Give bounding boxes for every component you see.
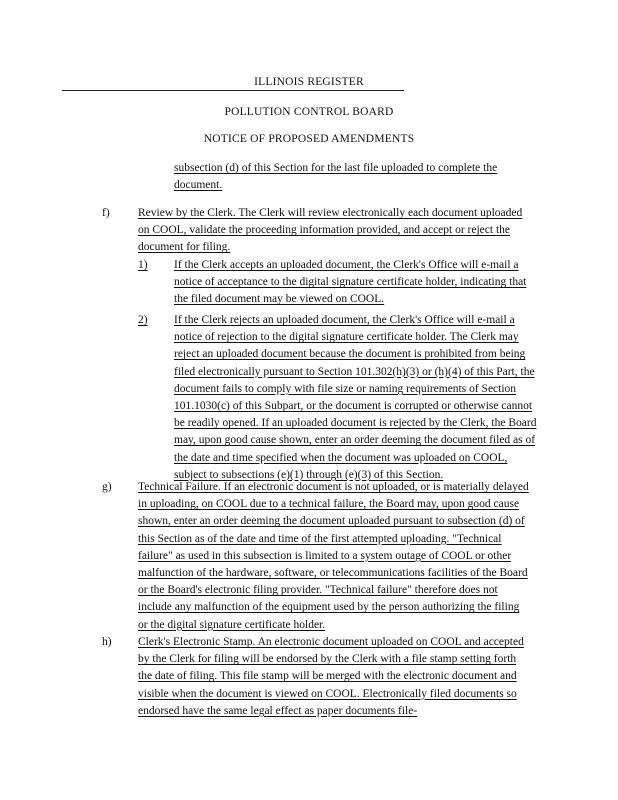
section-f1-label: 1) <box>138 259 148 271</box>
section-f-label: f) <box>102 207 110 219</box>
section-h-label: h) <box>102 636 112 648</box>
board-title: POLLUTION CONTROL BOARD <box>224 106 394 118</box>
section-f1-text: If the Clerk accepts an uploaded document, the Clerk's Office will e-mail a notice of acceptance to the digital signature certificate holder, indicating that the filed document may be viewed on COOL. <box>174 259 527 306</box>
section-h-text: Clerk's Electronic Stamp. An electronic document uploaded on COOL and accepted by the Clerk for filing will be endorsed by the Clerk with a file stamp setting forth the date of filing. This file stamp will be merged with the electronic document and visible when the document is viewed on COOL. Electronically filed documents so endorsed have the same legal effect as paper documents file- <box>138 636 524 717</box>
header-rule <box>62 90 404 91</box>
section-f2-text: If the Clerk rejects an uploaded document, the Clerk's Office will e-mail a notice of rejection to the digital signature certificate holder. The Clerk may reject an uploaded document because the document is prohibited from being filed electronically pursuant to Section 101.302(h)(3) or (h)(4) of this Part, the document fails to comply with file size or naming requirements of Section 101.1030(c) of this Subpart, or the document is corrupted or otherwise cannot be readily opened. If an uploaded document is rejected by the Clerk, the Board may, upon good cause shown, enter an order deeming the document filed as of the date and time specified when the document was uploaded on COOL, subject to subsections (e)(1) through (e)(3) of this Section. <box>174 314 537 481</box>
continuation-text: subsection (d) of this Section for the last file uploaded to complete the document. <box>174 162 498 192</box>
notice-title: NOTICE OF PROPOSED AMENDMENTS <box>203 133 415 145</box>
section-f2-label: 2) <box>138 314 148 326</box>
section-g-text: Technical Failure. If an electronic document is not uploaded, or is materially delayed in uploading, on COOL due to a technical failure, the Board may, upon good cause shown, enter an order deeming the document uploaded pursuant to subsection (d) of this Section as of the date and time of the first attempted uploading. "Technical failure" as used in this subsection is limited to a system outage of COOL or other malfunction of the hardware, software, or telecommunications facilities of the Board or the Board's electronic filing provider. "Technical failure" therefore does not include any malfunction of the equipment used by the person authorizing the filing or the digital signature certificate holder. <box>138 481 529 631</box>
register-title: ILLINOIS REGISTER <box>254 76 364 88</box>
section-g-label: g) <box>102 481 112 493</box>
section-f-text: Review by the Clerk. The Clerk will review electronically each document uploaded on COOL, validate the proceeding information provided, and accept or reject the document for filing. <box>138 207 523 254</box>
